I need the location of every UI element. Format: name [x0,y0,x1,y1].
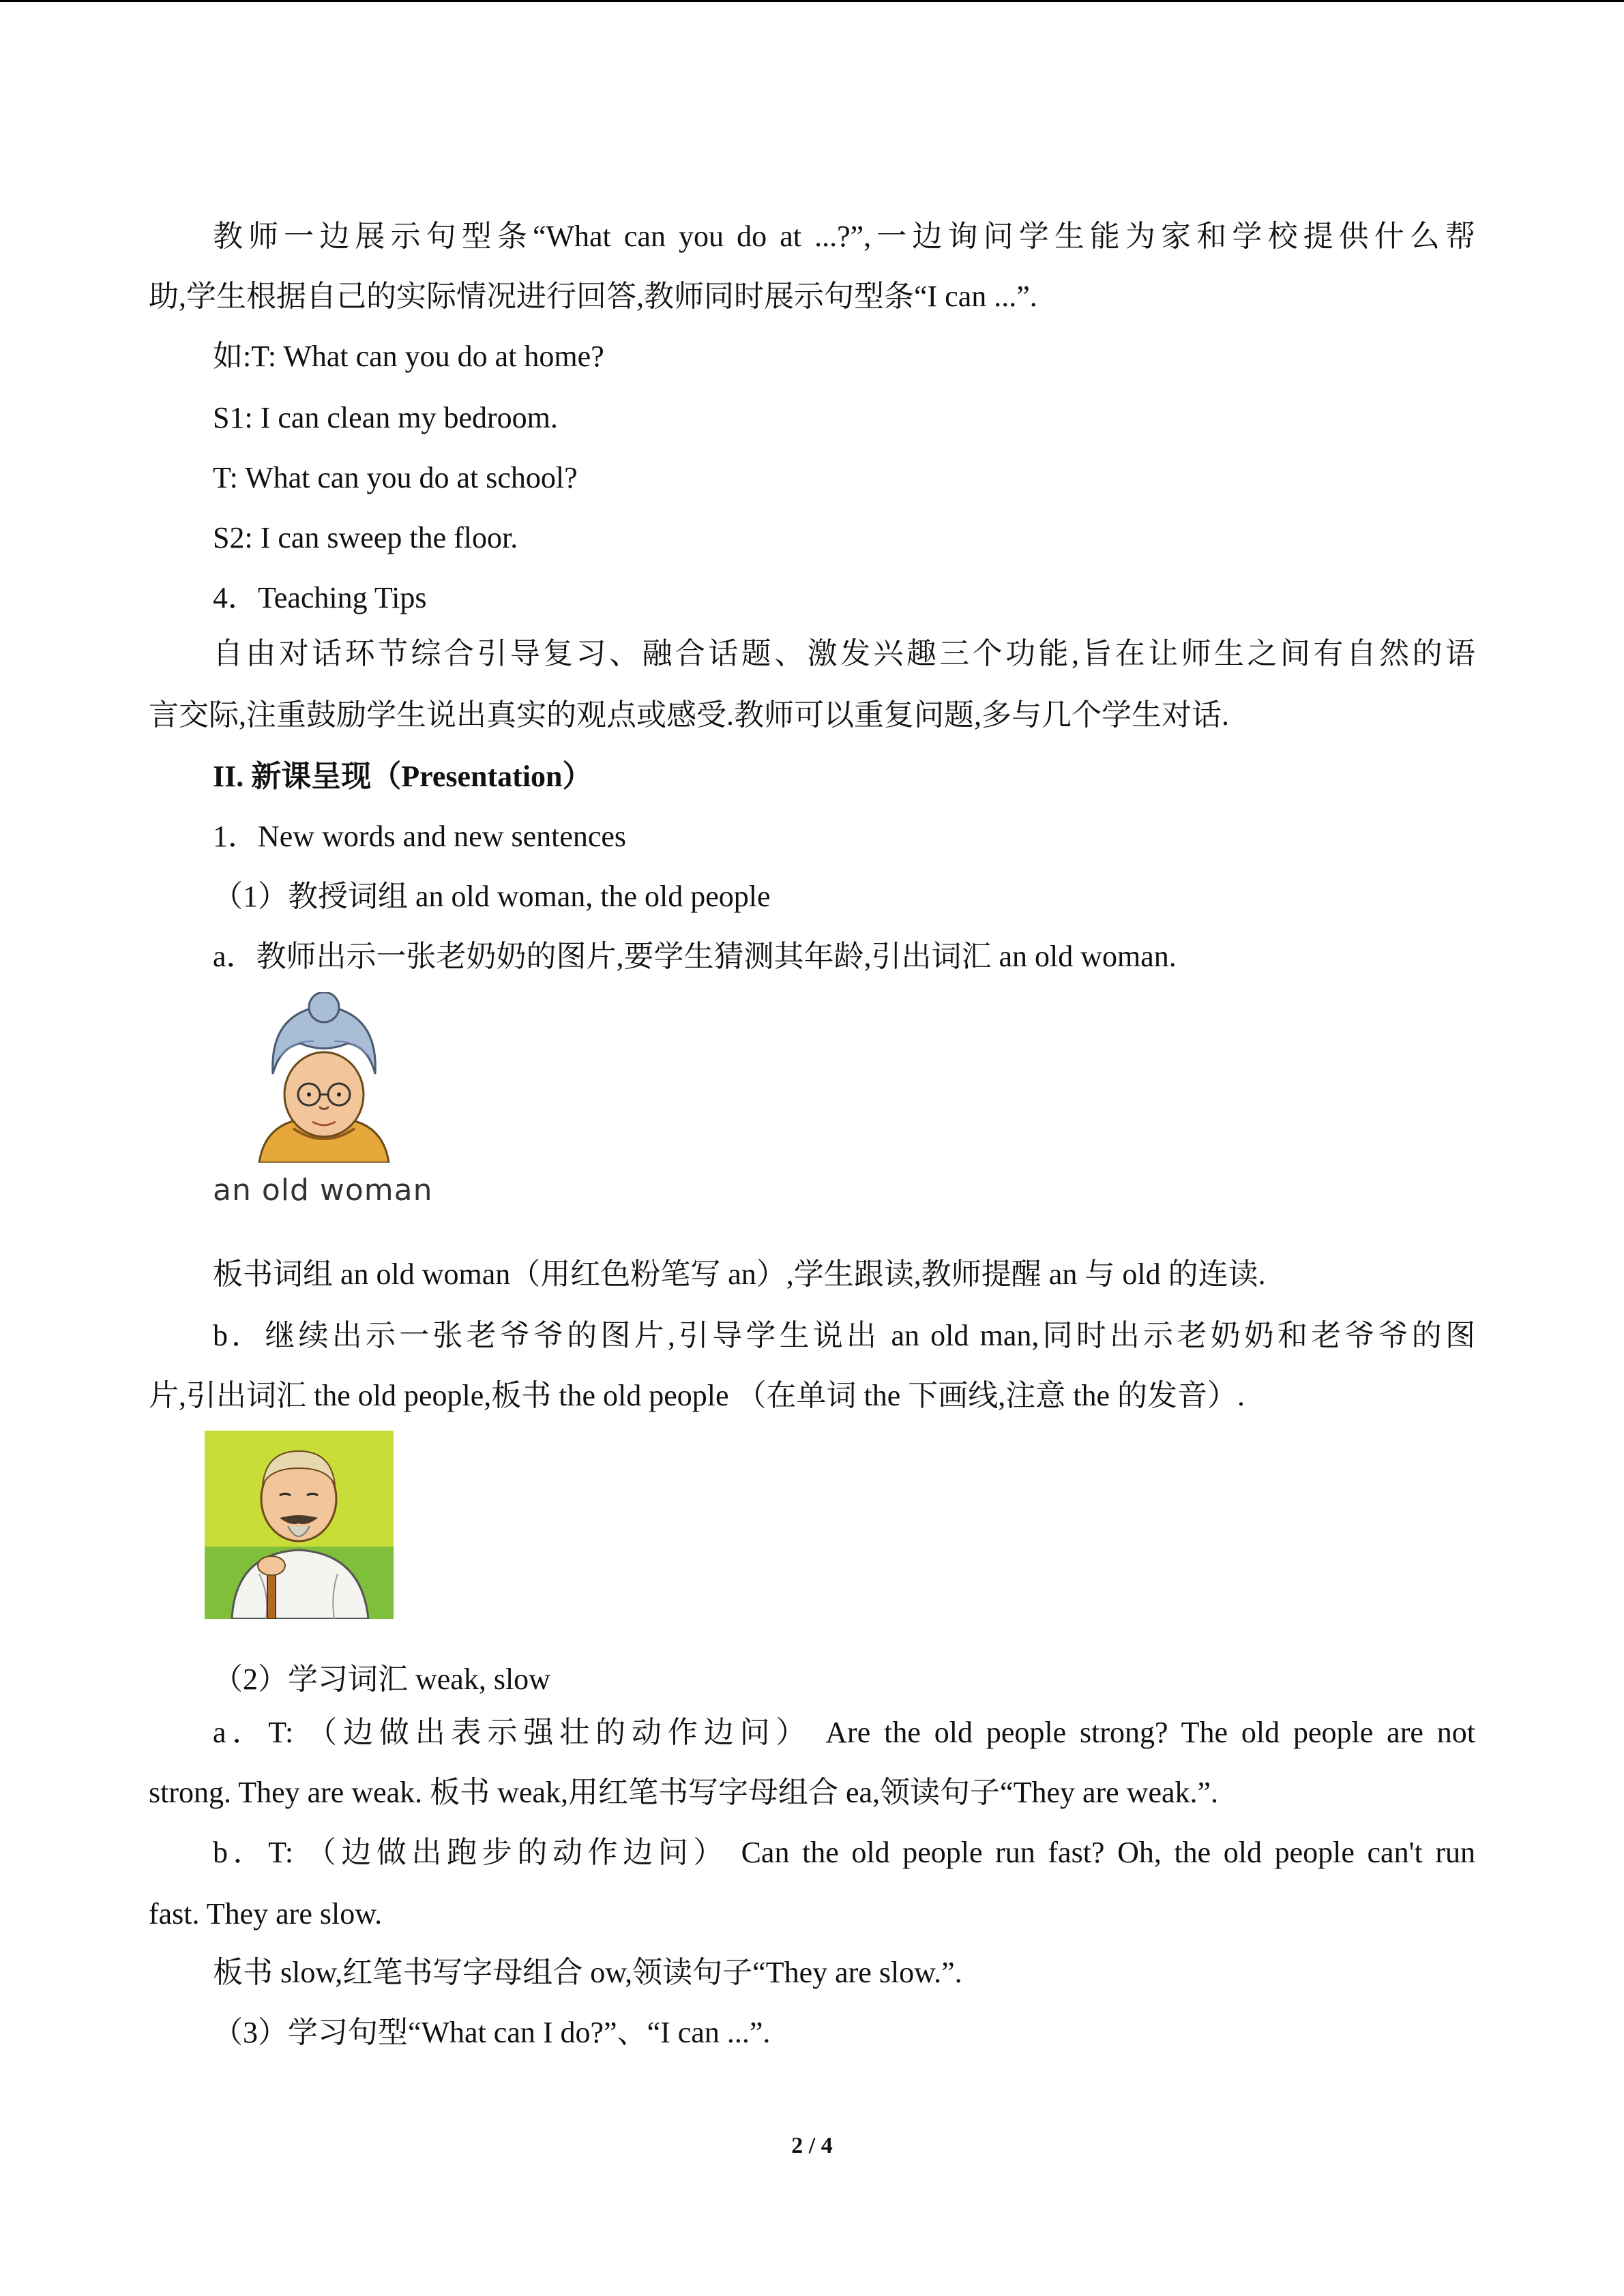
paragraph-line: a．T: （边做出表示强壮的动作边问） Are the old people strong? The old people are not [213,1716,1475,1749]
subsection-item: （2）学习词汇 weak, slow [213,1663,550,1696]
paragraph-line: fast. They are slow. [149,1897,383,1930]
paragraph-line: 教师一边展示句型条“What can you do at ...?”,一边询问学生能为家和学校提供什么帮 [213,220,1475,253]
paragraph-line: 助,学生根据自己的实际情况进行回答,教师同时展示句型条“I can ...”. [149,280,1037,313]
paragraph-line: strong. They are weak. 板书 weak,用红笔书写字母组合 ea,领读句子“They are weak.”. [149,1776,1219,1809]
paragraph-line: 板书 slow,红笔书写字母组合 ow,领读句子“They are slow.”. [213,1956,962,1989]
paragraph-line: 片,引出词汇 the old people,板书 the old people （在单词 the 下画线,注意 the 的发音）. [149,1379,1245,1412]
paragraph-line: 言交际,注重鼓励学生说出真实的观点或感受.教师可以重复问题,多与几个学生对话. [149,698,1229,732]
subsection-item: （1）教授词组 an old woman, the old people [213,880,771,913]
paragraph-line: a．教师出示一张老奶奶的图片,要学生猜测其年龄,引出词汇 an old woman. [213,940,1177,973]
dialogue-line: S1: I can clean my bedroom. [213,401,558,434]
paragraph-line: b．T: （边做出跑步的动作边问） Can the old people run fast? Oh, the old people can't run [213,1836,1475,1869]
paragraph-line: 板书词组 an old woman（用红色粉笔写 an）,学生跟读,教师提醒 an 与 old 的连读. [213,1257,1266,1291]
image-caption: an old woman [213,1173,433,1208]
section-heading: 4．Teaching Tips [213,581,427,614]
old-woman-illustration [252,992,396,1163]
paragraph-line: 自由对话环节综合引导复习、融合话题、激发兴趣三个功能,旨在让师生之间有自然的语 [213,637,1475,670]
subsection-heading: 1．New words and new sentences [213,820,627,853]
page-number: 2 / 4 [791,2133,833,2158]
paragraph-line: b．继续出示一张老爷爷的图片,引导学生说出 an old man,同时出示老奶奶和老爷爷的图 [213,1319,1475,1352]
old-man-illustration [205,1431,394,1619]
dialogue-line: S2: I can sweep the floor. [213,521,518,554]
subsection-item: （3）学习句型“What can I do?”、“I can ...”. [213,2016,771,2049]
section-heading-bold: II. 新课呈现（Presentation） [213,760,593,793]
top-border [0,0,1624,2]
dialogue-line: T: What can you do at school? [213,461,578,494]
dialogue-line: 如:T: What can you do at home? [213,340,604,373]
